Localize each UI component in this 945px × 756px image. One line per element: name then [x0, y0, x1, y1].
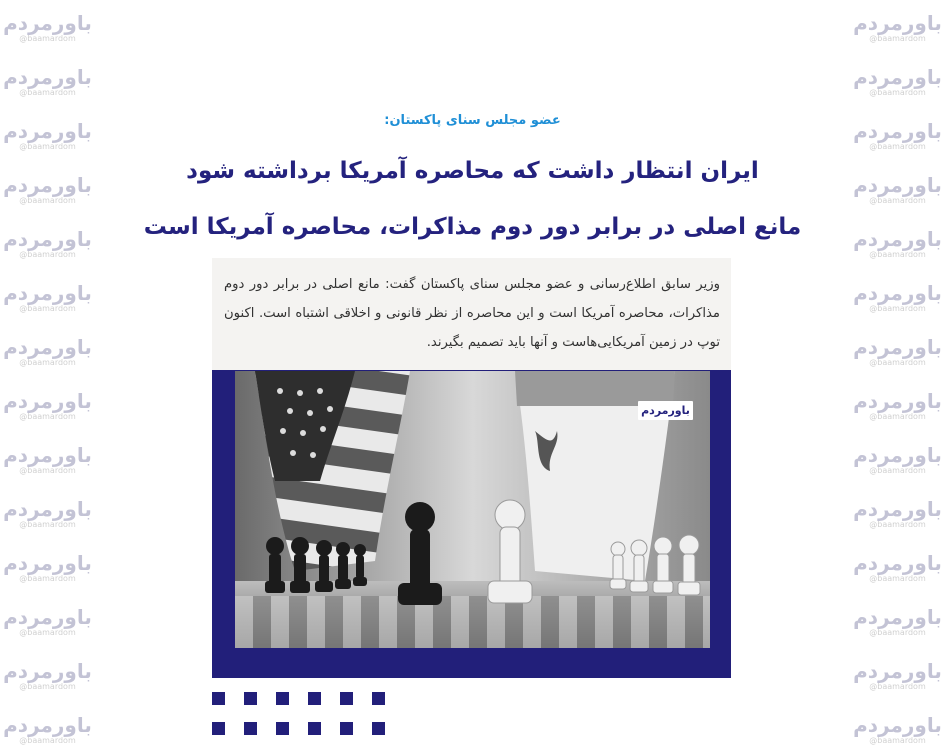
watermark-tile	[853, 540, 942, 594]
watermark-logo: باورمردم	[853, 280, 942, 305]
watermark-handle: @baamardom	[869, 33, 926, 43]
watermark-logo: باورمردم	[853, 118, 942, 143]
watermark-handle: @baamardom	[869, 627, 926, 637]
decorative-dot	[308, 722, 321, 735]
watermark-tile	[3, 324, 92, 378]
decorative-dot	[340, 722, 353, 735]
watermark-handle: @baamardom	[19, 411, 76, 421]
decorative-dot	[276, 722, 289, 735]
watermark-logo: باورمردم	[853, 496, 942, 521]
watermark-logo: باورمردم	[853, 334, 942, 359]
watermark-handle: @baamardom	[869, 519, 926, 529]
watermark-tile	[853, 432, 942, 486]
watermark-logo: باورمردم	[3, 64, 92, 89]
watermark-handle: @baamardom	[19, 195, 76, 205]
watermark-tile	[3, 540, 92, 594]
headline-line-2: مانع اصلی در برابر دور دوم مذاکرات، محاصره آمریکا است	[143, 214, 802, 240]
watermark-logo: باورمردم	[3, 712, 92, 737]
watermark-logo: باورمردم	[3, 334, 92, 359]
watermark-handle: @baamardom	[19, 249, 76, 259]
watermark-logo: باورمردم	[853, 604, 942, 629]
watermark-tile	[3, 378, 92, 432]
watermark-logo: باورمردم	[3, 226, 92, 251]
watermark-tile	[853, 0, 942, 54]
watermark-logo: باورمردم	[3, 172, 92, 197]
watermark-logo: باورمردم	[3, 604, 92, 629]
watermark-logo: باورمردم	[3, 10, 92, 35]
watermark-handle: @baamardom	[869, 249, 926, 259]
watermark-logo: باورمردم	[853, 226, 942, 251]
watermark-logo: باورمردم	[3, 496, 92, 521]
watermark-handle: @baamardom	[19, 303, 76, 313]
watermark-logo: باورمردم	[3, 442, 92, 467]
decorative-dot	[212, 692, 225, 705]
watermark-handle: @baamardom	[19, 465, 76, 475]
decorative-dot	[340, 692, 353, 705]
watermark-handle: @baamardom	[19, 519, 76, 529]
watermark-tile	[853, 594, 942, 648]
photo-logo: باورمردم	[638, 401, 693, 420]
watermark-handle: @baamardom	[869, 141, 926, 151]
watermark-handle: @baamardom	[869, 357, 926, 367]
watermark-logo: باورمردم	[853, 658, 942, 683]
watermark-handle: @baamardom	[19, 87, 76, 97]
watermark-logo: باورمردم	[853, 388, 942, 413]
decorative-dot	[372, 722, 385, 735]
watermark-logo: باورمردم	[853, 442, 942, 467]
watermark-logo: باورمردم	[3, 118, 92, 143]
watermark-tile	[3, 432, 92, 486]
watermark-tile	[3, 594, 92, 648]
watermark-logo: باورمردم	[853, 64, 942, 89]
watermark-handle: @baamardom	[19, 573, 76, 583]
watermark-logo: باورمردم	[3, 550, 92, 575]
kicker: عضو مجلس سنای پاکستان:	[384, 113, 561, 128]
watermark-tile	[853, 702, 942, 756]
decorative-dot	[244, 692, 257, 705]
decorative-dots	[212, 692, 392, 742]
watermark-tile	[3, 0, 92, 54]
watermark-tile	[3, 486, 92, 540]
watermark-handle: @baamardom	[869, 465, 926, 475]
watermark-handle: @baamardom	[869, 411, 926, 421]
watermark-logo: باورمردم	[3, 658, 92, 683]
watermark-handle: @baamardom	[19, 141, 76, 151]
watermark-logo: باورمردم	[3, 280, 92, 305]
watermark-logo: باورمردم	[853, 550, 942, 575]
decorative-dot	[244, 722, 257, 735]
watermark-handle: @baamardom	[19, 627, 76, 637]
watermark-logo: باورمردم	[3, 388, 92, 413]
watermark-handle: @baamardom	[869, 735, 926, 745]
decorative-dot	[276, 692, 289, 705]
watermark-tile	[853, 270, 942, 324]
watermark-tile	[853, 54, 942, 108]
decorative-dot	[308, 692, 321, 705]
watermark-handle: @baamardom	[19, 357, 76, 367]
watermark-handle: @baamardom	[869, 87, 926, 97]
watermark-handle: @baamardom	[869, 681, 926, 691]
watermark-handle: @baamardom	[19, 33, 76, 43]
watermark-tile	[853, 648, 942, 702]
watermark-logo: باورمردم	[853, 172, 942, 197]
watermark-tile	[853, 378, 942, 432]
watermark-handle: @baamardom	[869, 573, 926, 583]
watermark-handle: @baamardom	[19, 681, 76, 691]
watermark-tile	[853, 324, 942, 378]
watermark-tile	[3, 270, 92, 324]
body-text: وزیر سابق اطلاع‌رسانی و عضو مجلس سنای پاکستان گفت: مانع اصلی در برابر دور دوم مذاکرات، محاصره آمریکا است و این محاصره از نظر قانونی و اخلاقی اشتباه است. اکنون توپ در زمین آمریکایی‌هاست و آنها باید تصمیم بگیرند.	[224, 277, 720, 350]
decorative-dot	[372, 692, 385, 705]
watermark-tile	[3, 54, 92, 108]
watermark-tile	[3, 648, 92, 702]
watermark-handle: @baamardom	[19, 735, 76, 745]
watermark-tile	[3, 702, 92, 756]
decorative-dot	[212, 722, 225, 735]
watermark-logo: باورمردم	[853, 10, 942, 35]
watermark-logo: باورمردم	[853, 712, 942, 737]
watermark-tile	[853, 486, 942, 540]
headline-line-1: ایران انتظار داشت که محاصره آمریکا برداشته شود	[186, 158, 759, 184]
watermark-handle: @baamardom	[869, 195, 926, 205]
watermark-handle: @baamardom	[869, 303, 926, 313]
